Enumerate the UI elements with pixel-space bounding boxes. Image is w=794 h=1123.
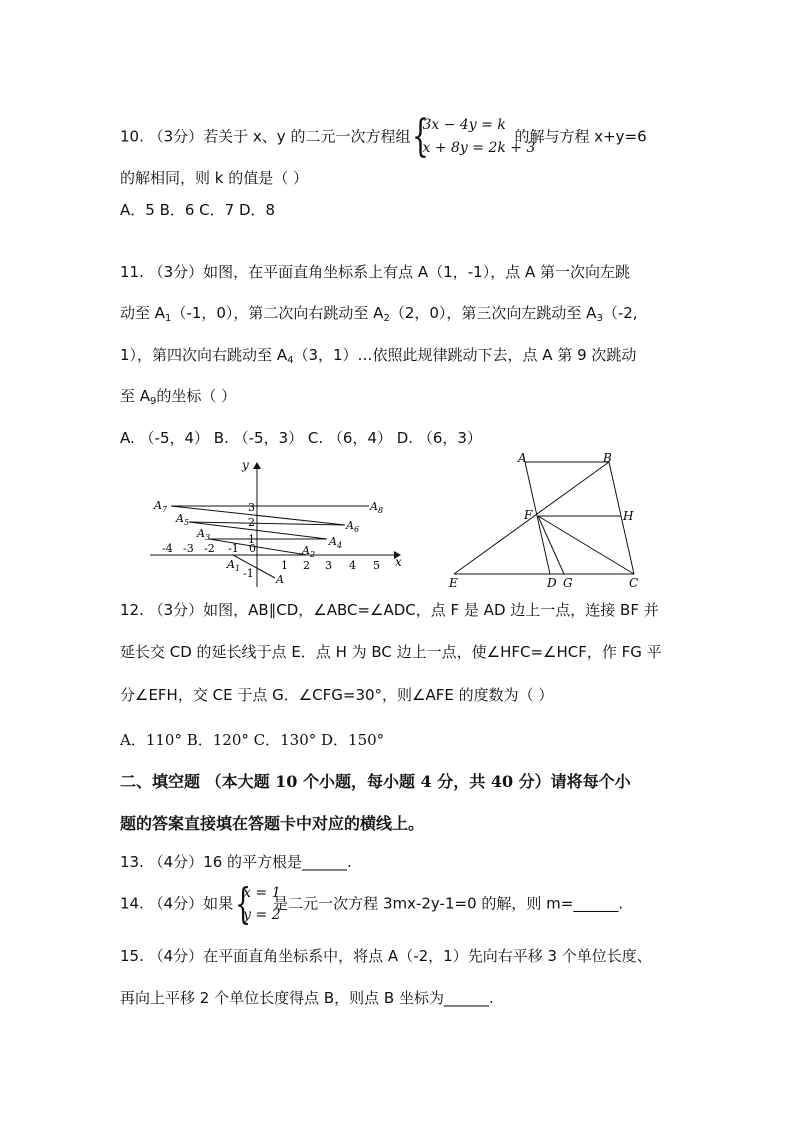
q15-line2: 再向上平移 2 个单位长度得点 B，则点 B 坐标为______. — [120, 989, 494, 1007]
segment-fc — [538, 516, 634, 574]
point-a4-label: $A_4$ — [329, 535, 343, 550]
q10-line2: 的解相同，则 k 的值是（ ） — [120, 169, 308, 187]
section2-line2: 题的答案直接填在答题卡中对应的横线上。 — [120, 814, 425, 833]
q11-text: 至 A — [120, 387, 151, 405]
q15-line1: 15. （4分）在平面直角坐标系中，将点 A（-2，1）先向右平移 3 个单位长度、 — [120, 947, 652, 965]
q12-line3: 分∠EFH，交 CE 于点 G．∠CFG=30°，则∠AFE 的度数为（ ） — [120, 686, 554, 704]
x-tick: 4 — [349, 559, 356, 572]
q11-text: （-1，0），第二次向右跳动至 A — [171, 304, 384, 322]
x-tick: 2 — [303, 559, 310, 572]
q14-eq2: y = 2 — [243, 907, 281, 923]
q11-line1: 11. （3分）如图，在平面直角坐标系上有点 A（1，-1），点 A 第一次向左跳 — [120, 263, 630, 281]
x-tick: 0 — [249, 542, 256, 555]
coordinate-figure — [145, 455, 410, 590]
q11-text: 1），第四次向右跳动至 A — [120, 346, 288, 364]
q10-options: A．5 B．6 C．7 D．8 — [120, 201, 276, 219]
point-a8-label: $A_8$ — [370, 500, 384, 515]
q10-eq2: x + 8y = 2k + 3 — [422, 140, 536, 156]
point-a-label: A — [276, 573, 284, 586]
label-b: B — [603, 451, 612, 465]
q11-sub: 1 — [165, 313, 172, 324]
label-a: A — [518, 451, 527, 465]
label-d: D — [547, 576, 557, 590]
jump-line — [209, 539, 307, 555]
label-g: G — [563, 576, 573, 590]
q11-text: （-2, — [602, 304, 638, 322]
q10-suffix: 的解与方程 x+y=6 — [514, 127, 647, 146]
q10-eq1: 3x − 4y = k — [422, 117, 506, 133]
segment-fg — [538, 516, 564, 574]
q10-line1 — [120, 111, 647, 162]
q12-line2: 延长交 CD 的延长线于点 E．点 H 为 BC 边上一点，使∠HFC=∠HCF，作 FG 平 — [120, 643, 662, 661]
y-tick: 2 — [248, 516, 255, 529]
x-tick: -4 — [162, 542, 173, 555]
q11-text: （3，1）…依照此规律跳动下去，点 A 第 9 次跳动 — [293, 346, 637, 364]
y-axis-label: y — [242, 458, 249, 472]
q13-line: 13. （4分）16 的平方根是______. — [120, 853, 352, 871]
section2-line1: 二、填空题 （本大题 10 个小题，每小题 4 分，共 40 分）请将每个小 — [120, 772, 631, 791]
brace-icon: { — [412, 111, 430, 162]
q11-text: （2，0），第三次向左跳动至 A — [389, 304, 597, 322]
x-tick: -3 — [183, 542, 194, 555]
q14-line — [120, 879, 624, 928]
q14-system — [235, 879, 281, 928]
q14-prefix: 14. （4分）如果 — [120, 894, 234, 913]
label-f: F — [524, 508, 533, 522]
q11-line2 — [120, 303, 638, 329]
y-tick: -1 — [243, 567, 254, 580]
q14-suffix: 是二元一次方程 3mx-2y-1=0 的解，则 m=______. — [273, 894, 624, 913]
q11-sub: 3 — [596, 313, 603, 324]
x-tick: 5 — [373, 559, 380, 572]
q11-line4 — [120, 386, 236, 412]
point-a3-label: $A_3$ — [197, 527, 211, 542]
x-tick: -1 — [228, 542, 239, 555]
q11-line3 — [120, 345, 636, 371]
y-tick: 1 — [248, 533, 255, 546]
q11-sub: 4 — [287, 355, 294, 366]
q12-options: A．110° B．120° C．130° D．150° — [120, 731, 385, 749]
q11-text: 的坐标（ ） — [156, 387, 237, 405]
y-tick: 3 — [248, 501, 255, 514]
q11-text: 动至 A — [120, 304, 166, 322]
label-c: C — [629, 576, 639, 590]
q10-prefix: 10. （3分）若关于 x、y 的二元一次方程组 — [120, 127, 411, 146]
x-tick: 3 — [325, 559, 332, 572]
point-a7-label: $A_7$ — [154, 499, 168, 514]
x-axis-label: x — [395, 555, 402, 569]
point-a2-label: $A_2$ — [302, 544, 316, 559]
x-tick: -2 — [204, 542, 215, 555]
q14-eq1: x = 1 — [243, 885, 281, 901]
q11-sub: 9 — [150, 396, 157, 407]
q11-sub: 2 — [383, 313, 390, 324]
geometry-figure — [440, 448, 650, 590]
q12-line1: 12. （3分）如图，AB∥CD，∠ABC=∠ADC，点 F 是 AD 边上一点，连接 BF 并 — [120, 601, 659, 619]
q11-options: A. （-5，4） B. （-5，3） C. （6，4） D. （6，3） — [120, 429, 482, 447]
label-e: E — [449, 576, 458, 590]
point-a6-label: $A_6$ — [346, 519, 360, 534]
point-a1-label: $A_1$ — [227, 558, 241, 573]
label-h: H — [623, 509, 634, 523]
q10-system — [412, 111, 536, 162]
x-tick: 1 — [281, 559, 288, 572]
brace-icon: { — [235, 879, 252, 928]
point-a5-label: $A_5$ — [176, 512, 190, 527]
